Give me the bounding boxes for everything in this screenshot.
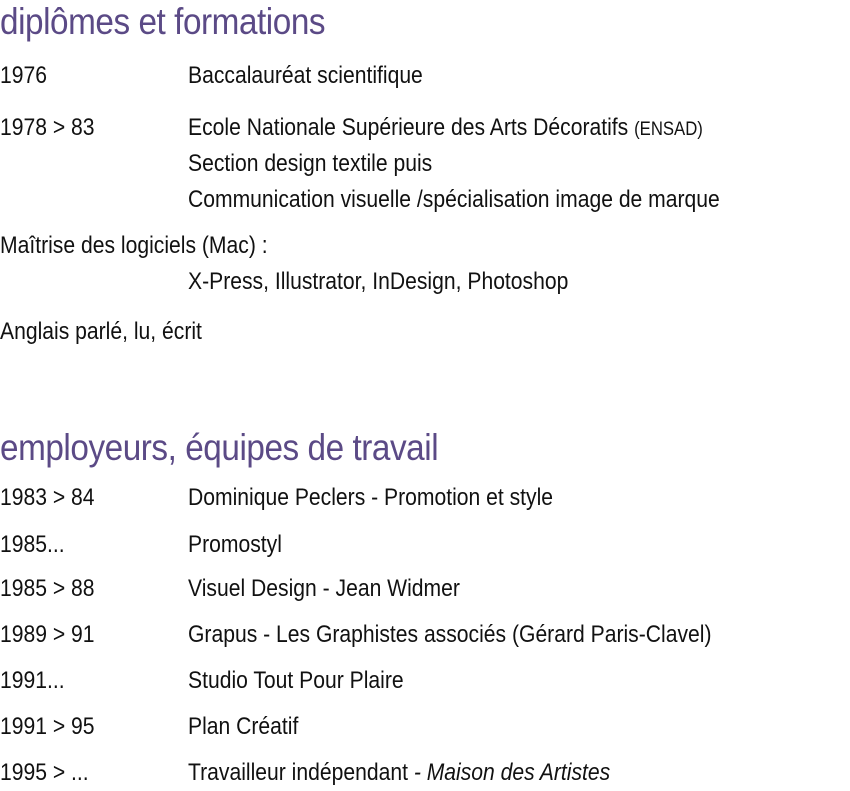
school-name: Ecole Nationale Supérieure des Arts Décoratifs [188,114,629,141]
software-label: Maîtrise des logiciels (Mac) : [0,232,268,259]
diploma-year: 1978 > 83 [0,114,95,141]
employer-desc-italic: - Maison des Artistes [413,759,611,786]
employer-year: 1985 > 88 [0,575,95,602]
employer-desc: Studio Tout Pour Plaire [188,667,404,694]
employer-desc: Visuel Design - Jean Widmer [188,575,460,602]
section-title-employers: employeurs, équipes de travail [0,427,439,468]
diploma-desc-line-1 [188,110,720,146]
employer-year: 1985... [0,531,65,558]
employer-desc-main: Travailleur indépendant [188,759,408,786]
employer-year: 1983 > 84 [0,484,95,511]
diploma-desc-line-3: Communication visuelle /spécialisation image de marque [188,186,720,213]
software-list: X-Press, Illustrator, InDesign, Photoshop [188,268,569,295]
diploma-desc: Baccalauréat scientifique [188,62,423,89]
school-acronym: (ENSAD) [634,119,703,140]
diploma-desc-line-2: Section design textile puis [188,150,433,177]
employer-year: 1989 > 91 [0,621,95,648]
diploma-year: 1976 [0,62,47,89]
employer-year: 1991... [0,667,65,694]
employer-desc: Dominique Peclers - Promotion et style [188,484,554,511]
employer-year: 1991 > 95 [0,713,95,740]
employer-desc: Grapus - Les Graphistes associés (Gérard Paris-Clavel) [188,621,712,648]
employer-year: 1995 > ... [0,759,89,786]
employer-desc: Promostyl [188,531,282,558]
diploma-desc [188,110,720,218]
employer-desc: Plan Créatif [188,713,299,740]
section-title-diplomas: diplômes et formations [0,1,326,42]
employer-desc [188,755,610,791]
languages: Anglais parlé, lu, écrit [0,318,202,345]
